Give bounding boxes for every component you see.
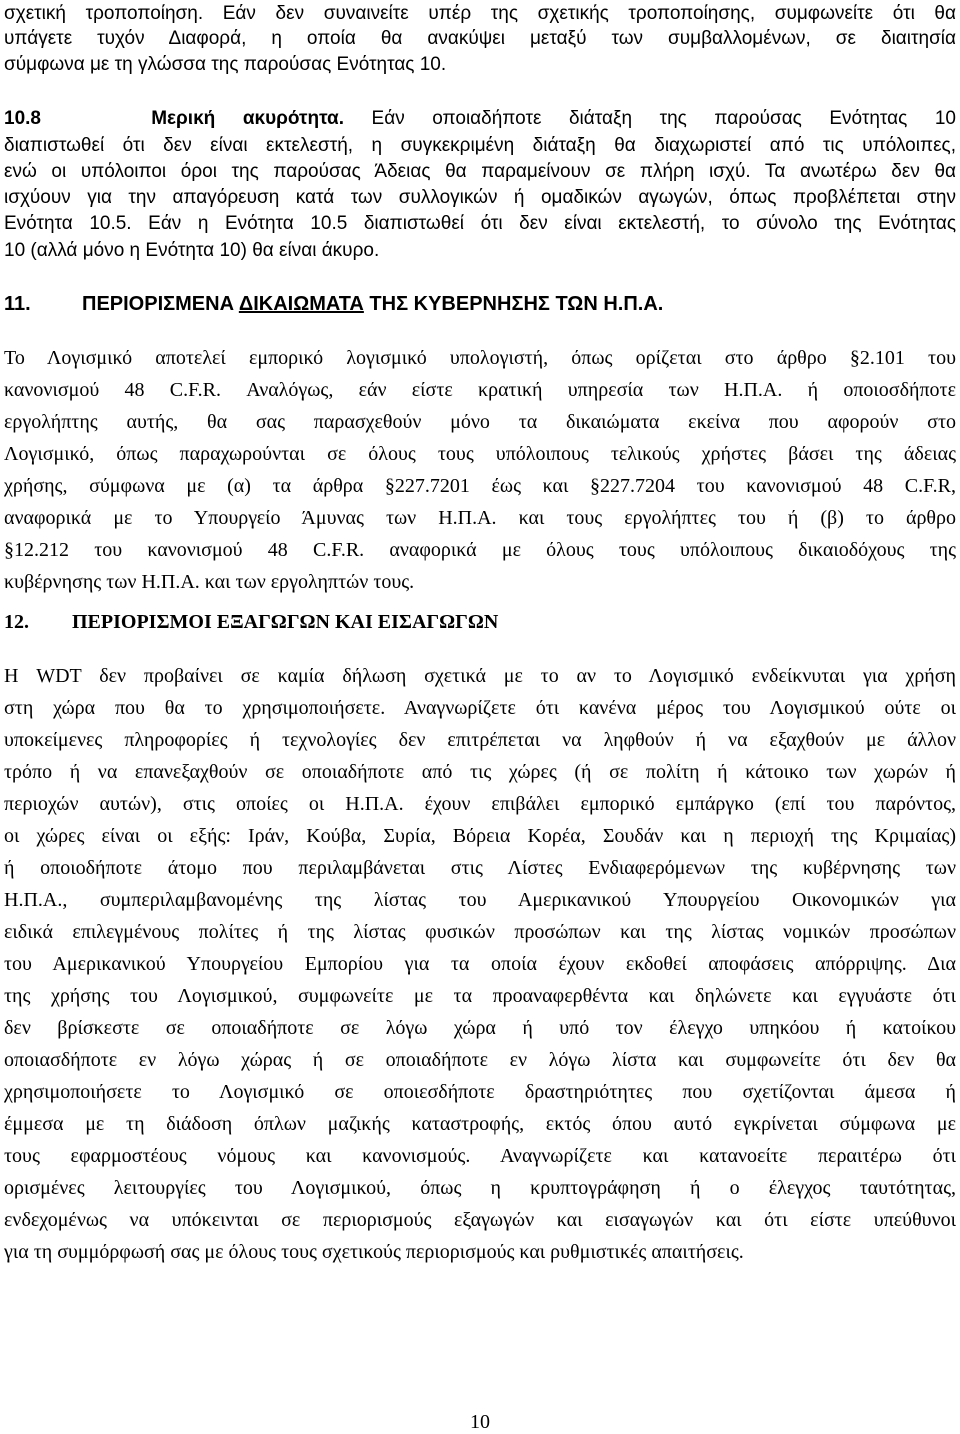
paragraph-line: τους εφαρμοστέους νόμους και κανονισμούς. Αναγνωρίζετε και κατανοείτε περαιτέρω ότι — [4, 1145, 956, 1167]
paragraph-line: κυβέρνησης των Η.Π.Α. και των εργοληπτών τους. — [4, 571, 415, 593]
paragraph-line: Η.Π.Α., συμπεριλαμβανομένης της λίστας του Αμερικανικού Υπουργείου Οικονομικών για — [4, 889, 956, 911]
paragraph-line: ή οποιοδήποτε άτομο που περιλαμβάνεται στις Λίστες Ενδιαφερόμενων της κυβέρνησης των — [4, 857, 956, 879]
section-number: 10.8 — [4, 108, 41, 129]
paragraph-line: ορισμένες λειτουργίες του Λογισμικού, όπως η κρυπτογράφηση ή ο έλεγχος ταυτότητας, — [4, 1177, 956, 1199]
paragraph-line: στη χώρα που θα το χρησιμοποιήσετε. Αναγνωρίζετε ότι κανένα μέρος του Λογισμικού ούτε οι — [4, 697, 956, 719]
paragraph-line: Το Λογισμικό αποτελεί εμπορικό λογισμικό υπολογιστή, όπως ορίζεται στο άρθρο §2.101 του — [4, 347, 956, 369]
section-12-heading — [4, 610, 498, 634]
paragraph-line: περιοχών αυτών), στις οποίες οι Η.Π.Α. έχουν επιβάλει εμπορικό εμπάργκο (επί του παρόντος, — [4, 793, 956, 815]
paragraph-line: Η WDT δεν προβαίνει σε καμία δήλωση σχετικά με το αν το Λογισμικό ενδείκνυται για χρήση — [4, 665, 956, 687]
paragraph-line: κανονισμού 48 C.F.R. Αναλόγως, εάν είστε κρατική υπηρεσία των Η.Π.Α. ή οποιοσδήποτε — [4, 379, 956, 401]
paragraph-line: χρήσης, σύμφωνα με (α) τα άρθρα §227.7201 έως και §227.7204 του κανονισμού 48 C.F.R, — [4, 475, 956, 497]
section-10-8-first-line — [4, 107, 956, 131]
section-title: ΠΕΡΙΟΡΙΣΜΕΝΑ ΔΙΚΑΙΩΜΑΤΑ ΤΗΣ ΚΥΒΕΡΝΗΣΗΣ ΤΩΝ Η.Π.Α. — [82, 293, 664, 315]
paragraph-line: οποιασδήποτε εν λόγω χώρας ή σε οποιαδήποτε εν λόγω λίστα και συμφωνείτε ότι δεν θα — [4, 1049, 956, 1071]
paragraph-line: τρόπο ή να επανεξαχθούν σε οποιαδήποτε από τις χώρες (ή σε πολίτη ή κάτοικο των χωρών ή — [4, 761, 956, 783]
paragraph-line: έμμεσα με τη διάδοση όπλων μαζικής καταστροφής, εκτός όπου αυτό εγκρίνεται σύμφωνα με — [4, 1113, 956, 1135]
paragraph-line: ισχύουν για την απαγόρευση κατά των συλλογικών ή ομαδικών αγωγών, όπως προβλέπεται στην — [4, 187, 956, 208]
paragraph-line: ενώ οι υπόλοιποι όροι της παρούσας Άδειας θα παραμείνουν σε πλήρη ισχύ. Τα ανωτέρω δεν θα — [4, 161, 956, 182]
paragraph-line: υπάγετε τυχόν Διαφορά, η οποία θα ανακύψει μεταξύ των συμβαλλομένων, σε διαιτησία — [4, 28, 956, 49]
section-number: 11. — [4, 293, 31, 315]
section-11-heading — [4, 292, 663, 316]
paragraph-line: Ενότητα 10.5. Εάν η Ενότητα 10.5 διαπιστωθεί ότι δεν είναι εκτελεστή, το σύνολο της Ενότητας — [4, 213, 956, 234]
page-number: 10 — [470, 1411, 490, 1433]
paragraph-line: διαπιστωθεί ότι δεν είναι εκτελεστή, η συγκεκριμένη διάταξη θα διαχωριστεί από τις υπόλοιπες, — [4, 135, 956, 156]
paragraph-line: δεν βρίσκεστε σε οποιαδήποτε σε λόγω χώρα ή υπό τον έλεγχο υπηκόου ή κατοίκου — [4, 1017, 956, 1039]
paragraph-line: σχετική τροποποίηση. Εάν δεν συναινείτε υπέρ της σχετικής τροποποίησης, συμφωνείτε ότι θα — [4, 3, 956, 24]
paragraph-line: της χρήσης του Λογισμικού, συμφωνείτε με τα προαναφερθέντα και δηλώνετε και εγγυάστε ότι — [4, 985, 956, 1007]
paragraph-line: εργολήπτης αυτής, θα σας παρασχεθούν μόνο τα δικαιώματα εκείνα που αφορούν στο — [4, 411, 956, 433]
underlined-word: ΔΙΚΑΙΩΜΑΤΑ — [238, 293, 364, 315]
paragraph-line: 10 (αλλά μόνο η Ενότητα 10) θα είναι άκυρο. — [4, 240, 380, 261]
paragraph-line: ειδικά επιλεγμένους πολίτες ή της λίστας φυσικών προσώπων και της λίστας νομικών προσώπων — [4, 921, 956, 943]
paragraph-line: οι χώρες είναι οι εξής: Ιράν, Κούβα, Συρία, Βόρεια Κορέα, Σουδάν και η περιοχή της Κριμαίας) — [4, 825, 956, 847]
paragraph-line: §12.212 του κανονισμού 48 C.F.R. αναφορικά με όλους τους υπόλοιπους δικαιοδόχους της — [4, 539, 956, 561]
paragraph-line: του Αμερικανικού Υπουργείου Εμπορίου για τα οποία έχουν εκδοθεί αποφάσεις απόρριψης. Δια — [4, 953, 956, 975]
paragraph-line: σύμφωνα με τη γλώσσα της παρούσας Ενότητας 10. — [4, 54, 447, 75]
paragraph-text: Εάν οποιαδήποτε διάταξη της παρούσας Ενότητας 10 — [371, 108, 956, 129]
paragraph-line: υποκείμενες πληροφορίες ή τεχνολογίες δεν επιτρέπεται να ληφθούν ή να εξαχθούν με άλλον — [4, 729, 956, 751]
section-title: Μερική ακυρότητα. — [151, 108, 344, 129]
paragraph-line: χρησιμοποιήσετε το Λογισμικό σε οποιεσδήποτε δραστηριότητες που σχετίζονται άμεσα ή — [4, 1081, 956, 1103]
paragraph-line: για τη συμμόρφωσή σας με όλους τους σχετικούς περιορισμούς και ρυθμιστικές απαιτήσεις. — [4, 1241, 744, 1263]
paragraph-line: αναφορικά με το Υπουργείο Άμυνας των Η.Π.Α. και τους εργολήπτες του ή (β) το άρθρο — [4, 507, 956, 529]
paragraph-line: ενδεχομένως να υπόκεινται σε περιορισμούς εξαγωγών και εισαγωγών και ότι είστε υπεύθυνοι — [4, 1209, 956, 1231]
section-title: ΠΕΡΙΟΡΙΣΜΟΙ ΕΞΑΓΩΓΩΝ ΚΑΙ ΕΙΣΑΓΩΓΩΝ — [72, 611, 499, 633]
paragraph-line: Λογισμικό, όπως παραχωρούνται σε όλους τους υπόλοιπους τελικούς χρήστες βάσει της άδειας — [4, 443, 956, 465]
section-number: 12. — [4, 611, 29, 633]
